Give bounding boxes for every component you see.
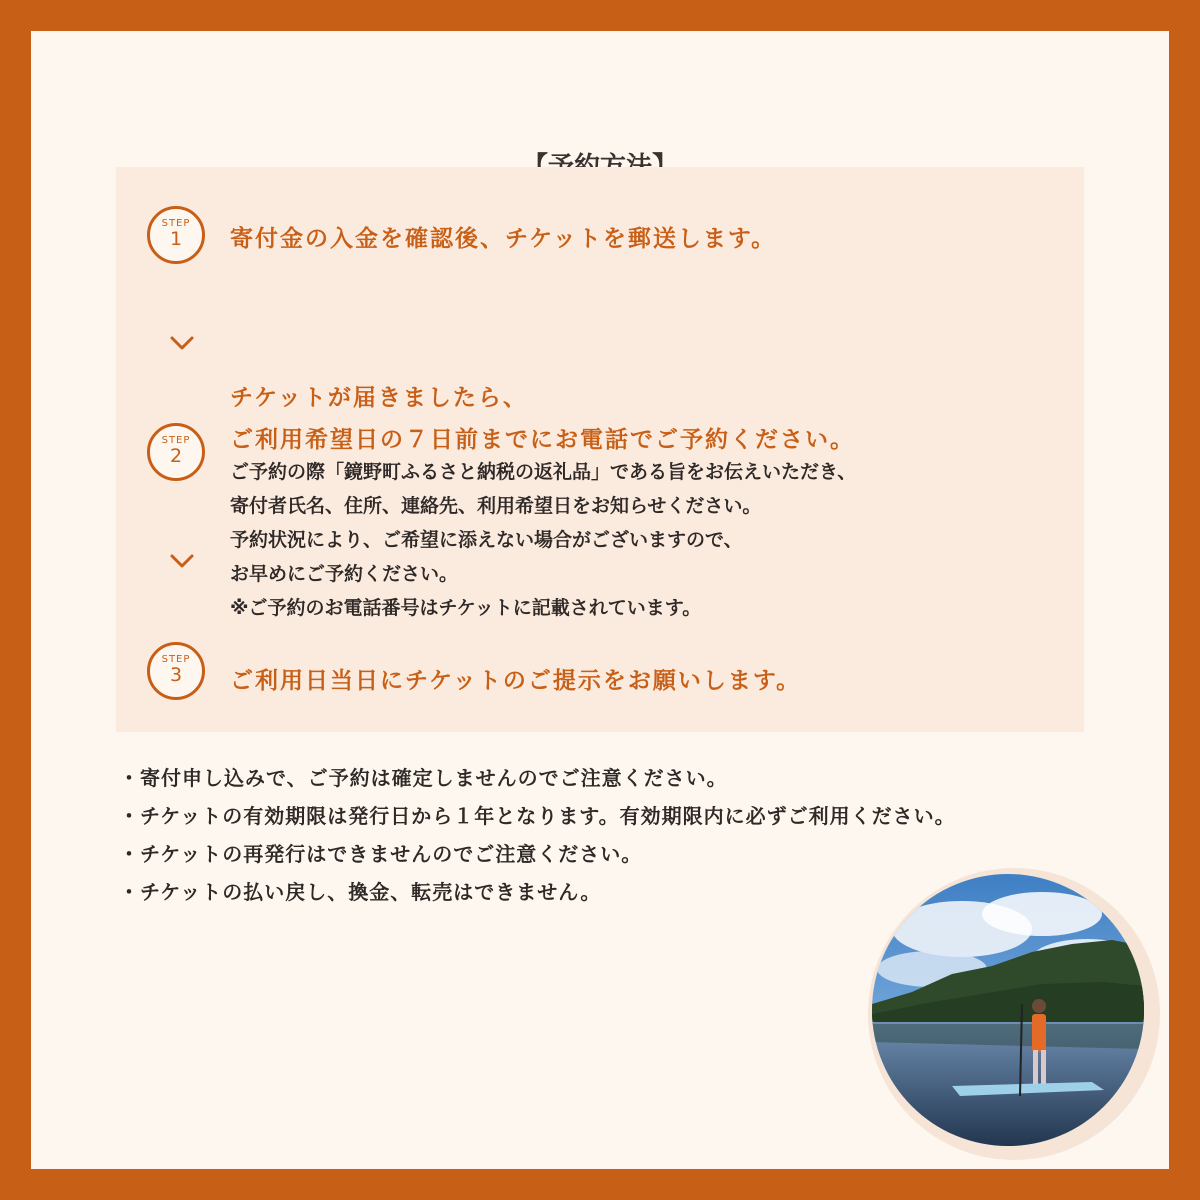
step-1-badge: [147, 206, 205, 264]
lake-scene-image: [872, 874, 1144, 1146]
step-2-detail-line: ※ご予約のお電話番号はチケットに記載されています。: [230, 597, 702, 619]
step-2-label: STEP: [161, 435, 191, 446]
note-item: ・チケットの払い戻し、換金、転売はできません。: [119, 880, 602, 904]
chevron-down-icon: [167, 551, 197, 571]
note-item: ・チケットの再発行はできませんのでご注意ください。: [119, 842, 643, 866]
content-card: [31, 31, 1169, 1169]
step-2-number: 2: [169, 445, 183, 467]
step-3-label: STEP: [161, 654, 191, 665]
step-2-detail-line: お早めにご予約ください。: [230, 563, 459, 585]
step-3-badge: [147, 642, 205, 700]
notes-list: [119, 759, 956, 911]
steps-panel: [116, 167, 1084, 732]
step-2-badge: [147, 423, 205, 481]
step-2-heading-line: チケットが届きましたら、: [230, 385, 528, 411]
paddleboard-photo: [872, 874, 1144, 1146]
chevron-down-icon: [167, 333, 197, 353]
step-2-heading: [230, 377, 855, 461]
step-2-heading-line: ご利用希望日の７日前までにお電話でご予約ください。: [230, 427, 855, 453]
step-2-detail-line: 寄付者氏名、住所、連絡先、利用希望日をお知らせください。: [230, 495, 762, 517]
step-3-number: 3: [169, 664, 183, 686]
step-1-label: STEP: [161, 218, 191, 229]
step-1-heading: 寄付金の入金を確認後、チケットを郵送します。: [230, 226, 777, 252]
note-item: ・寄付申し込みで、ご予約は確定しませんのでご注意ください。: [119, 766, 728, 790]
step-2-detail-line: ご予約の際「鏡野町ふるさと納税の返礼品」である旨をお伝えいただき、: [230, 461, 857, 483]
step-1-number: 1: [169, 228, 183, 250]
step-2-details: [230, 455, 856, 625]
step-3-heading: ご利用日当日にチケットのご提示をお願いします。: [230, 668, 802, 694]
note-item: ・チケットの有効期限は発行日から１年となります。有効期限内に必ずご利用ください。: [119, 804, 956, 828]
step-2-detail-line: 予約状況により、ご希望に添えない場合がございますので、: [230, 529, 743, 551]
